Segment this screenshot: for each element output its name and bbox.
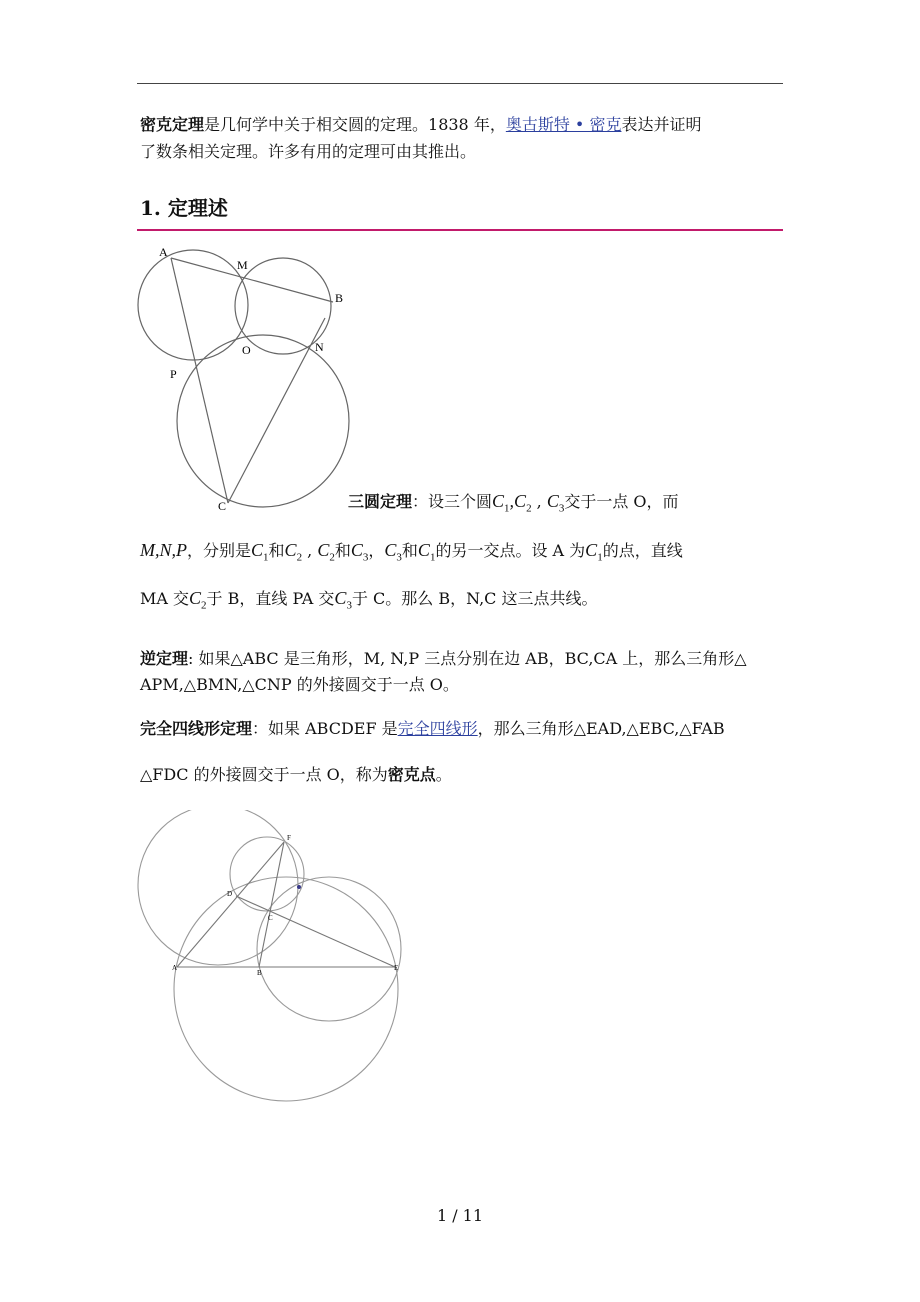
circle-c1 (138, 250, 248, 360)
section-rule (137, 229, 783, 231)
three-circle-line-3: MA 交$C_2$于 B，直线 PA 交$C_3$于 C。那么 B，N,C 这三点共线。 (140, 588, 598, 612)
three-circle-line-2: M,N,P，分别是$C_1$和$C_2$ , $C_2$和$C_3$，$C_3$和$C_1$的另一交点。设 A 为$C_1$的点，直线 (140, 540, 683, 564)
line-fb (259, 842, 284, 967)
label-o: O (242, 343, 251, 357)
label-b2: B (257, 969, 262, 977)
term-converse: 逆定理 (140, 649, 189, 668)
label-n: N (315, 340, 324, 354)
three-circle-line-1: 三圆定理：设三个圆$C_1,C_2$ , $C_3$交于一点 O，而 (348, 491, 679, 515)
section-heading: 1. 定理述 (140, 196, 228, 220)
circle-fdc (230, 837, 304, 911)
label-a: A (159, 245, 168, 259)
term-complete-quadrilateral: 完全四线形定理 (140, 719, 253, 738)
term-miquel-theorem: 密克定理 (140, 115, 205, 134)
link-complete-quadrilateral[interactable]: 完全四线形 (397, 719, 478, 738)
label-m: M (237, 258, 248, 272)
label-b: B (335, 291, 344, 305)
quad-line-2: △FDC 的外接圆交于一点 O，称为密克点。 (140, 765, 452, 784)
label-p: P (170, 367, 177, 381)
converse-line-2: APM,△BMN,△CNP 的外接圆交于一点 O。 (140, 675, 459, 694)
label-a2: A (172, 964, 178, 972)
intro-line-2: 了数条相关定理。许多有用的定理可由其推出。 (140, 142, 477, 161)
term-three-circle-theorem: 三圆定理 (348, 492, 413, 511)
line-ab (171, 258, 333, 302)
term-miquel-point: 密克点 (387, 765, 436, 784)
header-rule (137, 83, 783, 84)
line-ac (171, 258, 228, 503)
label-f: F (287, 834, 291, 842)
circle-ead (138, 810, 298, 965)
circle-c3 (177, 335, 349, 507)
page-number: 1 / 11 (436, 1206, 484, 1225)
miquel-point (297, 885, 301, 889)
label-e: E (394, 964, 399, 972)
intro-line-1: 密克定理是几何学中关于相交圆的定理。1838 年，奥古斯特 • 密克表达并证明 (140, 115, 702, 134)
quad-line-1: 完全四线形定理：如果 ABCDEF 是完全四线形，那么三角形△EAD,△EBC,△FAB (140, 719, 725, 738)
figure-three-circles (130, 238, 360, 518)
line-de (236, 896, 395, 967)
label-d: D (227, 890, 233, 898)
circle-ebc (257, 877, 401, 1021)
label-c2: C (268, 914, 273, 922)
link-auguste-miquel[interactable]: 奥古斯特 • 密克 (505, 115, 622, 134)
converse-line-1: 逆定理: 如果△ABC 是三角形，M, N,P 三点分别在边 AB，BC,CA 上，那么三角形△ (140, 649, 747, 668)
figure-complete-quadrilateral (130, 810, 420, 1120)
line-af (177, 842, 284, 967)
circle-fab (174, 877, 398, 1101)
label-c: C (218, 499, 227, 513)
